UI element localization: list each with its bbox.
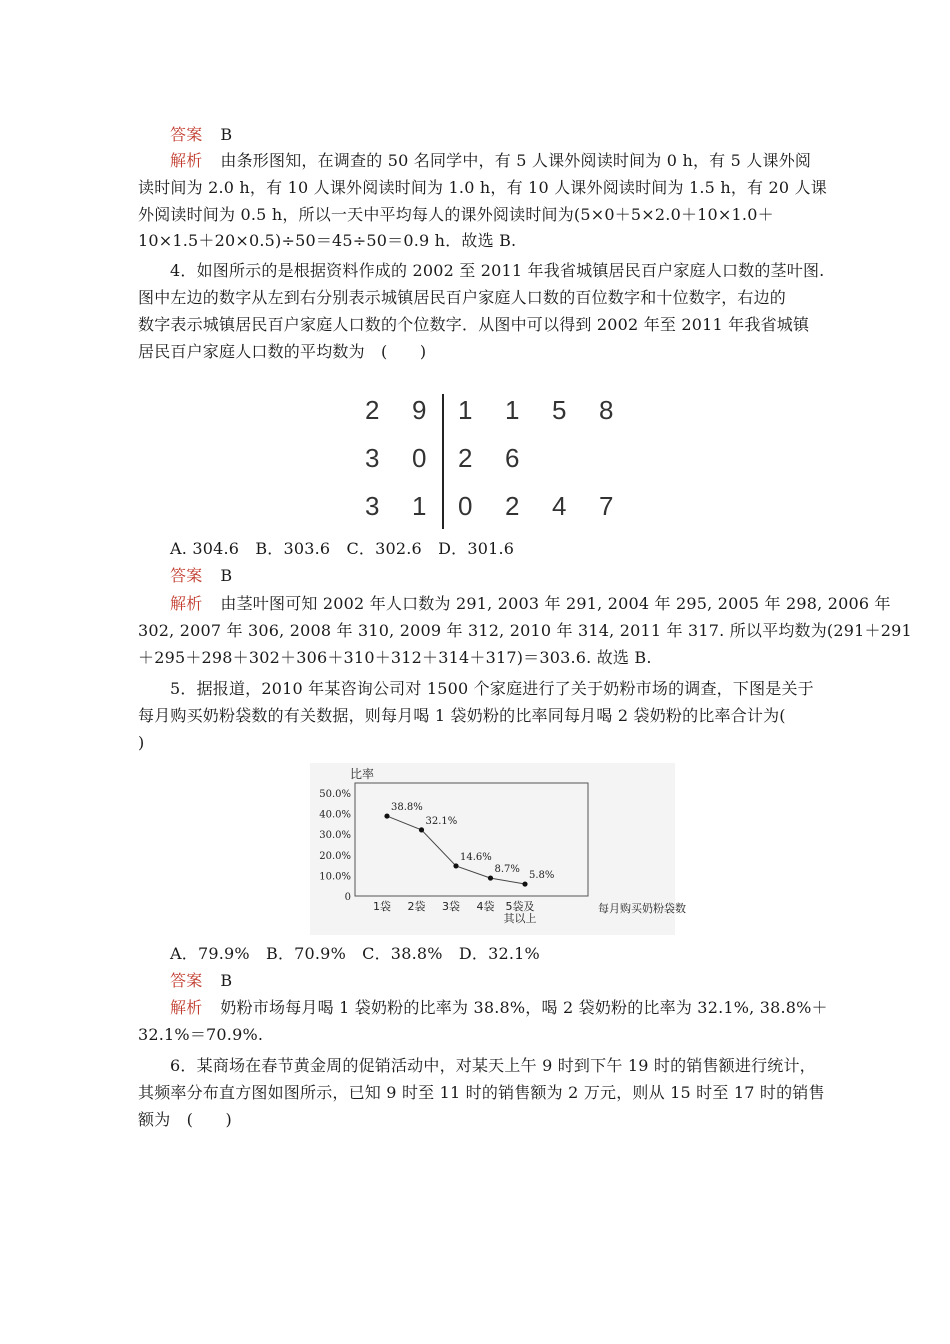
line-text: 6．某商场在春节黄金周的促销活动中，对某天上午 9 时到下午 19 时的销售额进行统计， xyxy=(170,1056,816,1075)
text-line xyxy=(170,122,850,148)
line-text: 数字表示城镇居民百户家庭人口数的个位数字．从图中可以得到 2002 年至 2011 年我省城镇 xyxy=(138,315,810,334)
leaf-digit: 2 xyxy=(458,443,473,473)
line-text: 10×1.5＋20×0.5)÷50＝45÷50＝0.9 h．故选 B. xyxy=(138,231,517,250)
leaf-digit: 5 xyxy=(552,395,567,425)
line-text: 32.1%＝70.9%. xyxy=(138,1025,264,1044)
stem-leaf-row xyxy=(355,395,625,435)
line-text: A．79.9% B．70.9% C．38.8% D．32.1% xyxy=(170,944,540,963)
text-line xyxy=(138,1022,818,1048)
text-line xyxy=(138,228,818,254)
line-text: ) xyxy=(138,733,145,752)
data-label: 8.7% xyxy=(494,864,520,876)
text-line xyxy=(138,202,818,228)
line-text: 额为 ( ) xyxy=(138,1110,232,1129)
answer-keyword: 答案 xyxy=(170,566,203,585)
leaf-digit: 7 xyxy=(599,491,614,521)
answer-keyword: 答案 xyxy=(170,971,203,990)
line-text: 奶粉市场每月喝 1 袋奶粉的比率为 38.8%，喝 2 袋奶粉的比率为 32.1%, 38.8%＋ xyxy=(220,998,828,1017)
x-axis-label: 每月购买奶粉袋数 xyxy=(598,902,686,915)
stem-leaf-row xyxy=(355,491,625,531)
text-line xyxy=(170,676,850,702)
milk-powder-chart xyxy=(310,763,686,935)
line-text: 每月购买奶粉袋数的有关数据，则每月喝 1 袋奶粉的比率同每月喝 2 袋奶粉的比率合计为( xyxy=(138,706,786,725)
x-tick-label: 5袋及其以上 xyxy=(503,900,537,925)
text-line xyxy=(170,591,891,617)
line-text: 4．如图所示的是根据资料作成的 2002 至 2011 年我省城镇居民百户家庭人口数的茎叶图. xyxy=(170,261,825,280)
leaf-digit: 8 xyxy=(599,395,614,425)
stem-digit: 1 xyxy=(412,491,427,521)
y-tick-label: 30.0% xyxy=(319,830,351,842)
text-line xyxy=(170,258,850,284)
line-text: ＋295＋298＋302＋306＋310＋312＋314＋317)＝303.6. 故选 B. xyxy=(138,648,652,667)
text-line xyxy=(170,563,850,589)
data-point xyxy=(488,875,493,880)
text-line xyxy=(170,1053,850,1079)
stem-digit: 9 xyxy=(412,395,427,425)
text-line xyxy=(138,175,827,201)
data-point xyxy=(384,813,389,818)
text-line xyxy=(138,1080,825,1106)
data-label: 38.8% xyxy=(391,802,423,814)
line-text: 302, 2007 年 306, 2008 年 310, 2009 年 312, 2010 年 314, 2011 年 317. 所以平均数为(291＋291 xyxy=(138,621,912,640)
line-text: 外阅读时间为 0.5 h，所以一天中平均每人的课外阅读时间为(5×0＋5×2.0＋10×1.0＋ xyxy=(138,205,774,224)
line-text: 读时间为 2.0 h，有 10 人课外阅读时间为 1.0 h，有 10 人课外阅读时间为 1.5 h，有 20 人课 xyxy=(138,178,827,197)
x-tick-label: 2袋 xyxy=(407,900,426,913)
stem-digit: 3 xyxy=(365,443,380,473)
text-line xyxy=(170,536,850,562)
text-line xyxy=(138,1107,818,1133)
text-line xyxy=(170,995,850,1021)
leaf-digit: 1 xyxy=(458,395,473,425)
data-label: 14.6% xyxy=(460,851,492,863)
x-tick-label: 3袋 xyxy=(442,900,460,913)
leaf-digit: 1 xyxy=(505,395,520,425)
y-tick-label: 10.0% xyxy=(319,871,351,883)
stem-digit: 0 xyxy=(412,443,427,473)
text-line xyxy=(170,968,850,994)
y-tick-label: 20.0% xyxy=(319,850,351,862)
line-text: A. 304.6 B．303.6 C．302.6 D．301.6 xyxy=(170,539,515,558)
data-label: 5.8% xyxy=(529,870,555,882)
text-line xyxy=(138,285,818,311)
y-tick-label: 40.0% xyxy=(319,809,351,821)
text-line xyxy=(170,148,850,174)
text-line xyxy=(170,941,850,967)
text-line xyxy=(138,730,818,756)
stem-leaf-row xyxy=(355,443,625,483)
line-text: B xyxy=(220,566,233,585)
line-text: 居民百户家庭人口数的平均数为 ( ) xyxy=(138,342,427,361)
x-tick-label: 1袋 xyxy=(373,900,391,913)
y-tick-label: 0 xyxy=(344,892,351,903)
line-text: 图中左边的数字从左到右分别表示城镇居民百户家庭人口数的百位数字和十位数字，右边的 xyxy=(138,288,787,307)
answer-keyword: 答案 xyxy=(170,125,203,144)
text-line xyxy=(138,312,818,338)
data-point xyxy=(522,881,527,886)
data-point xyxy=(453,863,458,868)
line-text: 5．据报道，2010 年某咨询公司对 1500 个家庭进行了关于奶粉市场的调查，下图是关于 xyxy=(170,679,814,698)
text-line xyxy=(138,618,912,644)
line-text: B xyxy=(220,125,233,144)
y-tick-label: 50.0% xyxy=(319,789,351,800)
line-text: 由条形图知，在调查的 50 名同学中，有 5 人课外阅读时间为 0 h，有 5 人课外阅 xyxy=(220,151,812,170)
text-line xyxy=(138,703,818,729)
text-line xyxy=(138,339,818,365)
leaf-digit: 0 xyxy=(458,491,473,521)
leaf-digit: 2 xyxy=(505,491,520,521)
answer-keyword: 解析 xyxy=(170,998,203,1017)
data-point xyxy=(419,827,424,832)
y-axis-label: 比率 xyxy=(350,767,375,781)
data-label: 32.1% xyxy=(425,815,458,827)
answer-keyword: 解析 xyxy=(170,151,203,170)
line-text: B xyxy=(220,971,233,990)
stem-digit: 2 xyxy=(365,395,380,425)
stem-digit: 3 xyxy=(365,491,380,521)
line-text: 其频率分布直方图如图所示，已知 9 时至 11 时的销售额为 2 万元，则从 15 时至 17 时的销售 xyxy=(138,1083,825,1102)
answer-keyword: 解析 xyxy=(170,594,203,613)
leaf-digit: 4 xyxy=(552,491,567,521)
x-tick-label: 4袋 xyxy=(476,900,495,913)
stem-leaf-plot xyxy=(355,392,625,532)
text-line xyxy=(138,645,818,671)
leaf-digit: 6 xyxy=(505,443,520,473)
line-text: 由茎叶图可知 2002 年人口数为 291, 2003 年 291, 2004 年 295, 2005 年 298, 2006 年 xyxy=(220,594,891,613)
